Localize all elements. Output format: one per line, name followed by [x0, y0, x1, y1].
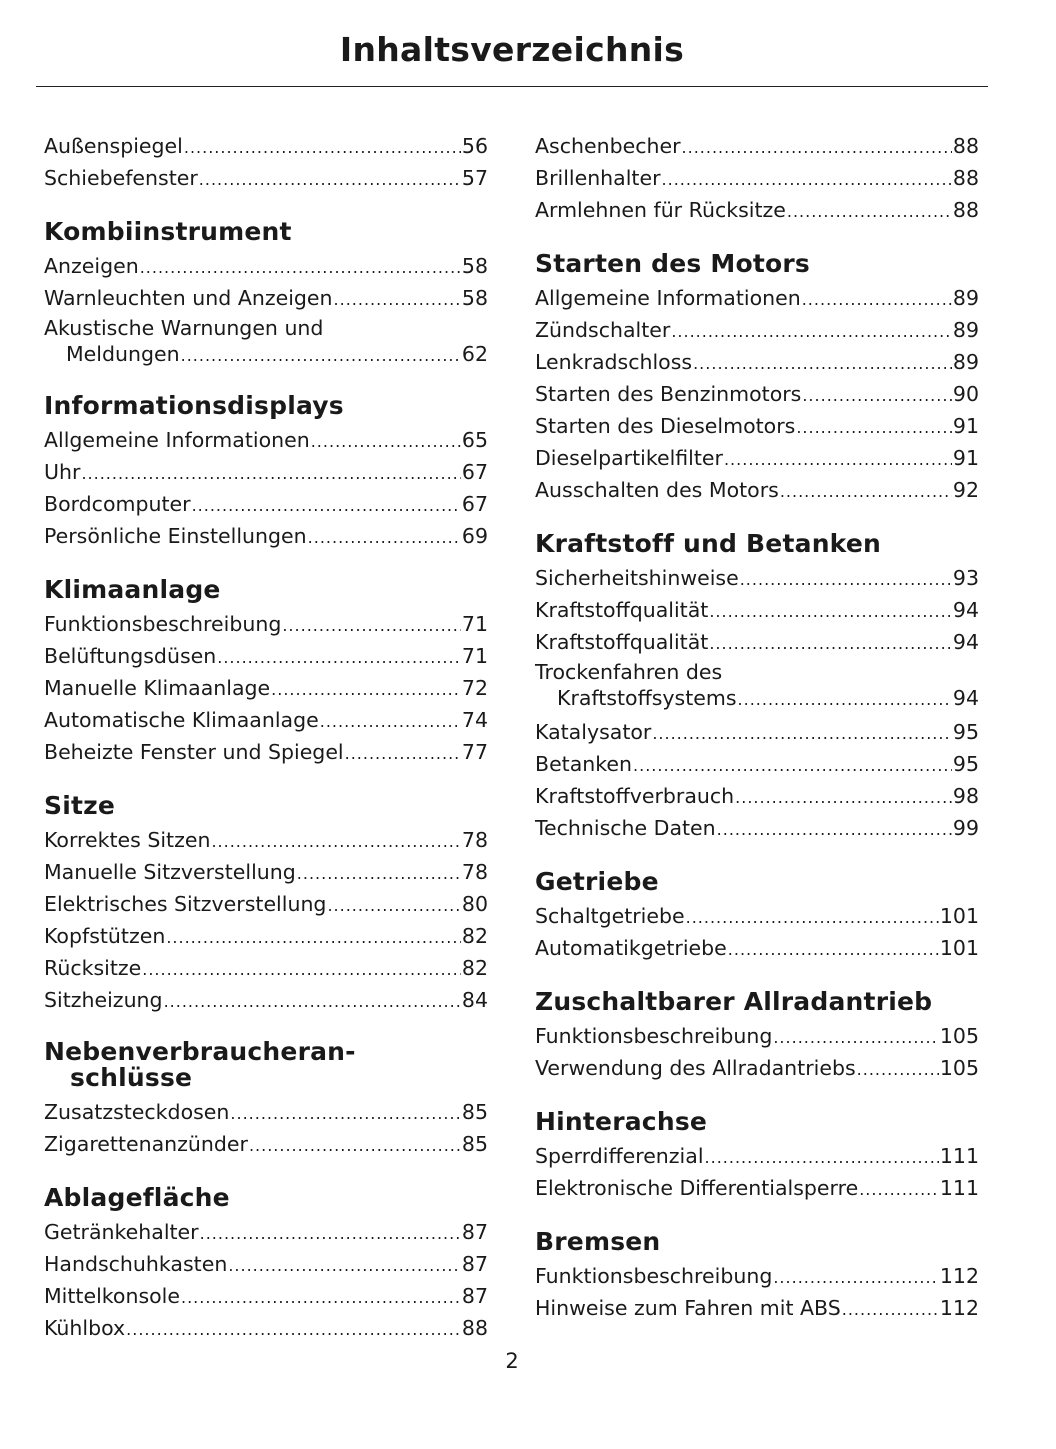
toc-entry[interactable] — [44, 1313, 488, 1345]
toc-entry-page: 74 — [461, 708, 488, 732]
dot-leader — [81, 459, 460, 489]
dot-leader — [682, 133, 952, 163]
toc-entry-label: Kühlbox — [44, 1316, 126, 1340]
toc-section-nebenverbraucheranschluesse — [44, 1039, 488, 1091]
toc-entry-page: 67 — [461, 492, 488, 516]
page-title: Inhaltsverzeichnis — [339, 30, 685, 69]
toc-entry-page: 101 — [939, 904, 979, 928]
toc-entry-label-line1: Akustische Warnungen und — [44, 316, 324, 340]
toc-entry-label: Kopfstützen — [44, 924, 166, 948]
toc-entry-page: 71 — [461, 644, 488, 668]
toc-entry-label-line2: Kraftstoffsystems — [557, 686, 737, 710]
toc-entry-page: 58 — [461, 286, 488, 310]
dot-leader — [282, 611, 461, 641]
toc-entry-label: Aschenbecher — [535, 134, 681, 158]
toc-entry-page: 84 — [461, 988, 488, 1012]
toc-entry[interactable] — [535, 1141, 979, 1173]
dot-leader — [717, 815, 952, 845]
toc-entry-label: Betanken — [535, 752, 633, 776]
toc-right-column — [535, 131, 979, 1325]
toc-entry[interactable] — [44, 953, 488, 985]
toc-entry[interactable] — [535, 443, 979, 475]
toc-left-column — [44, 131, 488, 1345]
dot-leader — [796, 413, 952, 443]
dot-leader — [181, 343, 461, 369]
dot-leader — [126, 1315, 461, 1345]
toc-entry-label: Beheizte Fenster und Spiegel — [44, 740, 344, 764]
section-heading-line1: Nebenverbraucheran- — [44, 1037, 356, 1066]
dot-leader — [140, 253, 461, 283]
toc-entry-label: Elektronische Differentialsperre — [535, 1176, 859, 1200]
toc-entry-label: Brillenhalter — [535, 166, 661, 190]
section-heading: Klimaanlage — [44, 575, 221, 604]
dot-leader — [211, 827, 460, 857]
section-heading: Sitze — [44, 791, 116, 820]
toc-entry-page: 78 — [461, 860, 488, 884]
toc-entry-page: 82 — [461, 956, 488, 980]
toc-entry-label: Dieselpartikelfilter — [535, 446, 723, 470]
toc-entry-label: Armlehnen für Rücksitze — [535, 198, 786, 222]
toc-entry-page: 57 — [461, 166, 488, 190]
toc-entry-page: 89 — [952, 318, 979, 342]
section-heading: Getriebe — [535, 867, 659, 896]
dot-leader — [859, 1175, 939, 1205]
toc-entry-page: 88 — [952, 198, 979, 222]
dot-leader — [724, 445, 952, 475]
toc-entry-label: Zündschalter — [535, 318, 671, 342]
section-heading: Ablagefläche — [44, 1183, 230, 1212]
dot-leader — [334, 285, 461, 315]
toc-entry-label: Funktionsbeschreibung — [535, 1264, 773, 1288]
toc-entry-label: Außenspiegel — [44, 134, 183, 158]
toc-entry-label: Belüftungsdüsen — [44, 644, 217, 668]
toc-entry[interactable] — [44, 921, 488, 953]
toc-entry-page: 112 — [939, 1264, 979, 1288]
toc-entry[interactable] — [44, 673, 488, 705]
dot-leader — [164, 987, 461, 1017]
title-divider — [36, 86, 988, 87]
toc-entry-label: Mittelkonsole — [44, 1284, 180, 1308]
dot-leader — [693, 349, 952, 379]
toc-entry-label: Getränkehalter — [44, 1220, 199, 1244]
toc-entry-page: 94 — [952, 598, 979, 622]
toc-entry-label: Persönliche Einstellungen — [44, 524, 307, 548]
toc-entry-label: Handschuhkasten — [44, 1252, 228, 1276]
section-heading-line2: schlüsse — [70, 1063, 193, 1092]
dot-leader — [345, 739, 461, 769]
toc-entry-page: 91 — [952, 446, 979, 470]
dot-leader — [705, 1143, 939, 1173]
toc-entry[interactable] — [44, 457, 488, 489]
toc-entry[interactable] — [535, 475, 979, 507]
toc-entry-label: Warnleuchten und Anzeigen — [44, 286, 333, 310]
toc-entry-page: 112 — [939, 1296, 979, 1320]
toc-entry-label: Ausschalten des Motors — [535, 478, 779, 502]
dot-leader — [709, 597, 952, 627]
toc-entry-label: Sitzheizung — [44, 988, 163, 1012]
toc-entry-page: 98 — [952, 784, 979, 808]
toc-entry-page: 92 — [952, 478, 979, 502]
toc-entry-page: 85 — [461, 1132, 488, 1156]
dot-leader — [166, 923, 461, 953]
toc-section-starten-des-motors — [535, 249, 979, 507]
toc-entry[interactable] — [535, 901, 979, 933]
toc-entry-page: 87 — [461, 1252, 488, 1276]
section-heading: Kraftstoff und Betanken — [535, 529, 881, 558]
toc-section-sitze — [44, 791, 488, 1017]
toc-section-getriebe — [535, 867, 979, 965]
toc-entry[interactable] — [44, 163, 488, 195]
toc-section-intro-right — [535, 131, 979, 227]
toc-entry-page: 78 — [461, 828, 488, 852]
toc-entry[interactable] — [44, 641, 488, 673]
toc-entry-page: 56 — [461, 134, 488, 158]
toc-entry-page: 65 — [461, 428, 488, 452]
toc-entry-page: 69 — [461, 524, 488, 548]
dot-leader — [230, 1099, 461, 1129]
toc-entry-label: Kraftstoffqualität — [535, 598, 709, 622]
toc-entry-label: Schaltgetriebe — [535, 904, 685, 928]
toc-entry[interactable] — [44, 705, 488, 737]
dot-leader — [802, 381, 952, 411]
toc-entry-label: Technische Daten — [535, 816, 716, 840]
toc-section-allradantrieb — [535, 987, 979, 1085]
toc-entry-page: 93 — [952, 566, 979, 590]
toc-entry[interactable] — [44, 985, 488, 1017]
toc-entry-page: 111 — [939, 1144, 979, 1168]
toc-entry-label-line1: Trockenfahren des — [535, 660, 723, 684]
toc-entry[interactable] — [535, 781, 979, 813]
toc-entry[interactable] — [535, 1173, 979, 1205]
toc-entry[interactable] — [44, 1097, 488, 1129]
dot-leader — [773, 1023, 939, 1053]
toc-entry-page: 94 — [952, 686, 979, 710]
dot-leader — [735, 783, 952, 813]
toc-entry[interactable] — [535, 131, 979, 163]
dot-leader — [320, 707, 461, 737]
toc-entry[interactable] — [535, 627, 979, 659]
section-heading: Starten des Motors — [535, 249, 810, 278]
toc-entry[interactable] — [535, 163, 979, 195]
toc-entry[interactable] — [535, 933, 979, 965]
toc-entry-page: 91 — [952, 414, 979, 438]
toc-entry-label: Anzeigen — [44, 254, 139, 278]
toc-entry[interactable] — [44, 521, 488, 553]
toc-entry-wrapped[interactable] — [535, 659, 979, 713]
toc-entry[interactable] — [44, 283, 488, 315]
toc-entry[interactable] — [535, 1021, 979, 1053]
dot-leader — [662, 165, 952, 195]
toc-section-hinterachse — [535, 1107, 979, 1205]
dot-leader — [787, 197, 952, 227]
toc-entry-label: Verwendung des Allradantriebs — [535, 1056, 856, 1080]
toc-entry[interactable] — [535, 595, 979, 627]
toc-entry-page: 89 — [952, 350, 979, 374]
toc-entry[interactable] — [535, 1053, 979, 1085]
dot-leader — [802, 285, 952, 315]
toc-entry-page: 95 — [952, 720, 979, 744]
toc-entry[interactable] — [535, 315, 979, 347]
dot-leader — [857, 1055, 939, 1085]
toc-entry-label: Starten des Dieselmotors — [535, 414, 796, 438]
toc-section-intro-left — [44, 131, 488, 195]
toc-entry-label: Elektrisches Sitzverstellung — [44, 892, 327, 916]
toc-entry[interactable] — [44, 1281, 488, 1313]
dot-leader — [327, 891, 460, 921]
toc-entry-label-line2: Meldungen — [66, 342, 180, 366]
toc-entry-label: Katalysator — [535, 720, 652, 744]
toc-entry[interactable] — [44, 1129, 488, 1161]
toc-section-klimaanlage — [44, 575, 488, 769]
toc-entry-label: Funktionsbeschreibung — [44, 612, 282, 636]
toc-entry-page: 94 — [952, 630, 979, 654]
toc-entry[interactable] — [44, 857, 488, 889]
toc-entry[interactable] — [535, 563, 979, 595]
toc-entry-label: Allgemeine Informationen — [44, 428, 310, 452]
dot-leader — [842, 1295, 939, 1325]
toc-entry[interactable] — [44, 131, 488, 163]
toc-entry[interactable] — [535, 195, 979, 227]
toc-section-bremsen — [535, 1227, 979, 1325]
toc-entry[interactable] — [535, 1261, 979, 1293]
toc-entry-page: 62 — [461, 342, 488, 366]
toc-entry[interactable] — [44, 825, 488, 857]
toc-entry-label: Korrektes Sitzen — [44, 828, 211, 852]
dot-leader — [200, 1219, 461, 1249]
toc-section-informationsdisplays — [44, 391, 488, 553]
section-heading: Zuschaltbarer Allradantrieb — [535, 987, 933, 1016]
dot-leader — [228, 1251, 461, 1281]
toc-entry-page: 82 — [461, 924, 488, 948]
dot-leader — [142, 955, 461, 985]
dot-leader — [773, 1263, 939, 1293]
toc-entry[interactable] — [44, 889, 488, 921]
toc-entry-page: 67 — [461, 460, 488, 484]
toc-entry[interactable] — [44, 1217, 488, 1249]
toc-entry-label: Kraftstoffverbrauch — [535, 784, 735, 808]
toc-entry-wrapped[interactable] — [44, 315, 488, 369]
toc-entry-label: Zusatzsteckdosen — [44, 1100, 230, 1124]
dot-leader — [740, 565, 952, 595]
toc-entry[interactable] — [44, 1249, 488, 1281]
toc-entry-label: Hinweise zum Fahren mit ABS — [535, 1296, 841, 1320]
dot-leader — [199, 165, 461, 195]
page-number: 2 — [505, 1349, 519, 1373]
toc-entry[interactable] — [535, 379, 979, 411]
toc-entry-label: Starten des Benzinmotors — [535, 382, 802, 406]
dot-leader — [709, 629, 952, 659]
toc-entry-page: 72 — [461, 676, 488, 700]
toc-entry-page: 80 — [461, 892, 488, 916]
dot-leader — [271, 675, 461, 705]
dot-leader — [652, 719, 952, 749]
toc-entry[interactable] — [44, 425, 488, 457]
toc-entry-page: 87 — [461, 1220, 488, 1244]
dot-leader — [184, 133, 461, 163]
dot-leader — [308, 523, 461, 553]
toc-entry-page: 88 — [952, 166, 979, 190]
toc-entry-label: Sicherheitshinweise — [535, 566, 739, 590]
dot-leader — [686, 903, 939, 933]
toc-entry-label: Manuelle Klimaanlage — [44, 676, 271, 700]
toc-entry[interactable] — [535, 717, 979, 749]
toc-entry-page: 101 — [939, 936, 979, 960]
toc-entry[interactable] — [535, 347, 979, 379]
dot-leader — [738, 687, 952, 713]
section-heading: Kombiinstrument — [44, 217, 292, 246]
toc-entry[interactable] — [535, 813, 979, 845]
toc-entry-page: 105 — [939, 1056, 979, 1080]
toc-entry-page: 111 — [939, 1176, 979, 1200]
toc-entry-label: Bordcomputer — [44, 492, 191, 516]
toc-section-kombiinstrument — [44, 217, 488, 369]
dot-leader — [249, 1131, 461, 1161]
toc-entry[interactable] — [535, 283, 979, 315]
toc-entry-label: Automatische Klimaanlage — [44, 708, 319, 732]
dot-leader — [311, 427, 461, 457]
toc-entry-page: 85 — [461, 1100, 488, 1124]
toc-entry[interactable] — [44, 489, 488, 521]
toc-entry-page: 87 — [461, 1284, 488, 1308]
toc-entry-label: Zigarettenanzünder — [44, 1132, 248, 1156]
toc-entry-label: Lenkradschloss — [535, 350, 693, 374]
toc-entry[interactable] — [44, 737, 488, 769]
dot-leader — [297, 859, 461, 889]
toc-entry-page: 95 — [952, 752, 979, 776]
toc-entry-label: Automatikgetriebe — [535, 936, 727, 960]
toc-entry-label: Uhr — [44, 460, 81, 484]
dot-leader — [192, 491, 461, 521]
toc-entry-page: 99 — [952, 816, 979, 840]
toc-entry-label: Rücksitze — [44, 956, 142, 980]
toc-entry-label: Allgemeine Informationen — [535, 286, 801, 310]
toc-entry-label: Schiebefenster — [44, 166, 198, 190]
toc-entry-page: 88 — [952, 134, 979, 158]
toc-entry-label: Kraftstoffqualität — [535, 630, 709, 654]
toc-entry-page: 90 — [952, 382, 979, 406]
toc-entry-label: Funktionsbeschreibung — [535, 1024, 773, 1048]
toc-entry-page: 58 — [461, 254, 488, 278]
dot-leader — [633, 751, 952, 781]
section-heading: Informationsdisplays — [44, 391, 344, 420]
toc-entry-page: 88 — [461, 1316, 488, 1340]
toc-entry[interactable] — [535, 749, 979, 781]
dot-leader — [728, 935, 939, 965]
dot-leader — [671, 317, 952, 347]
toc-section-ablageflaeche — [44, 1183, 488, 1345]
section-heading: Bremsen — [535, 1227, 661, 1256]
toc-entry[interactable] — [44, 609, 488, 641]
toc-entry[interactable] — [535, 1293, 979, 1325]
toc-entry-page: 77 — [461, 740, 488, 764]
toc-entry-page: 89 — [952, 286, 979, 310]
section-heading: Hinterachse — [535, 1107, 708, 1136]
toc-entry[interactable] — [44, 251, 488, 283]
dot-leader — [217, 643, 461, 673]
dot-leader — [181, 1283, 461, 1313]
toc-section-kraftstoff — [535, 529, 979, 845]
toc-entry-page: 71 — [461, 612, 488, 636]
toc-entry-label: Sperrdifferenzial — [535, 1144, 704, 1168]
dot-leader — [780, 477, 952, 507]
toc-entry-label: Manuelle Sitzverstellung — [44, 860, 296, 884]
toc-entry-page: 105 — [939, 1024, 979, 1048]
toc-entry[interactable] — [535, 411, 979, 443]
